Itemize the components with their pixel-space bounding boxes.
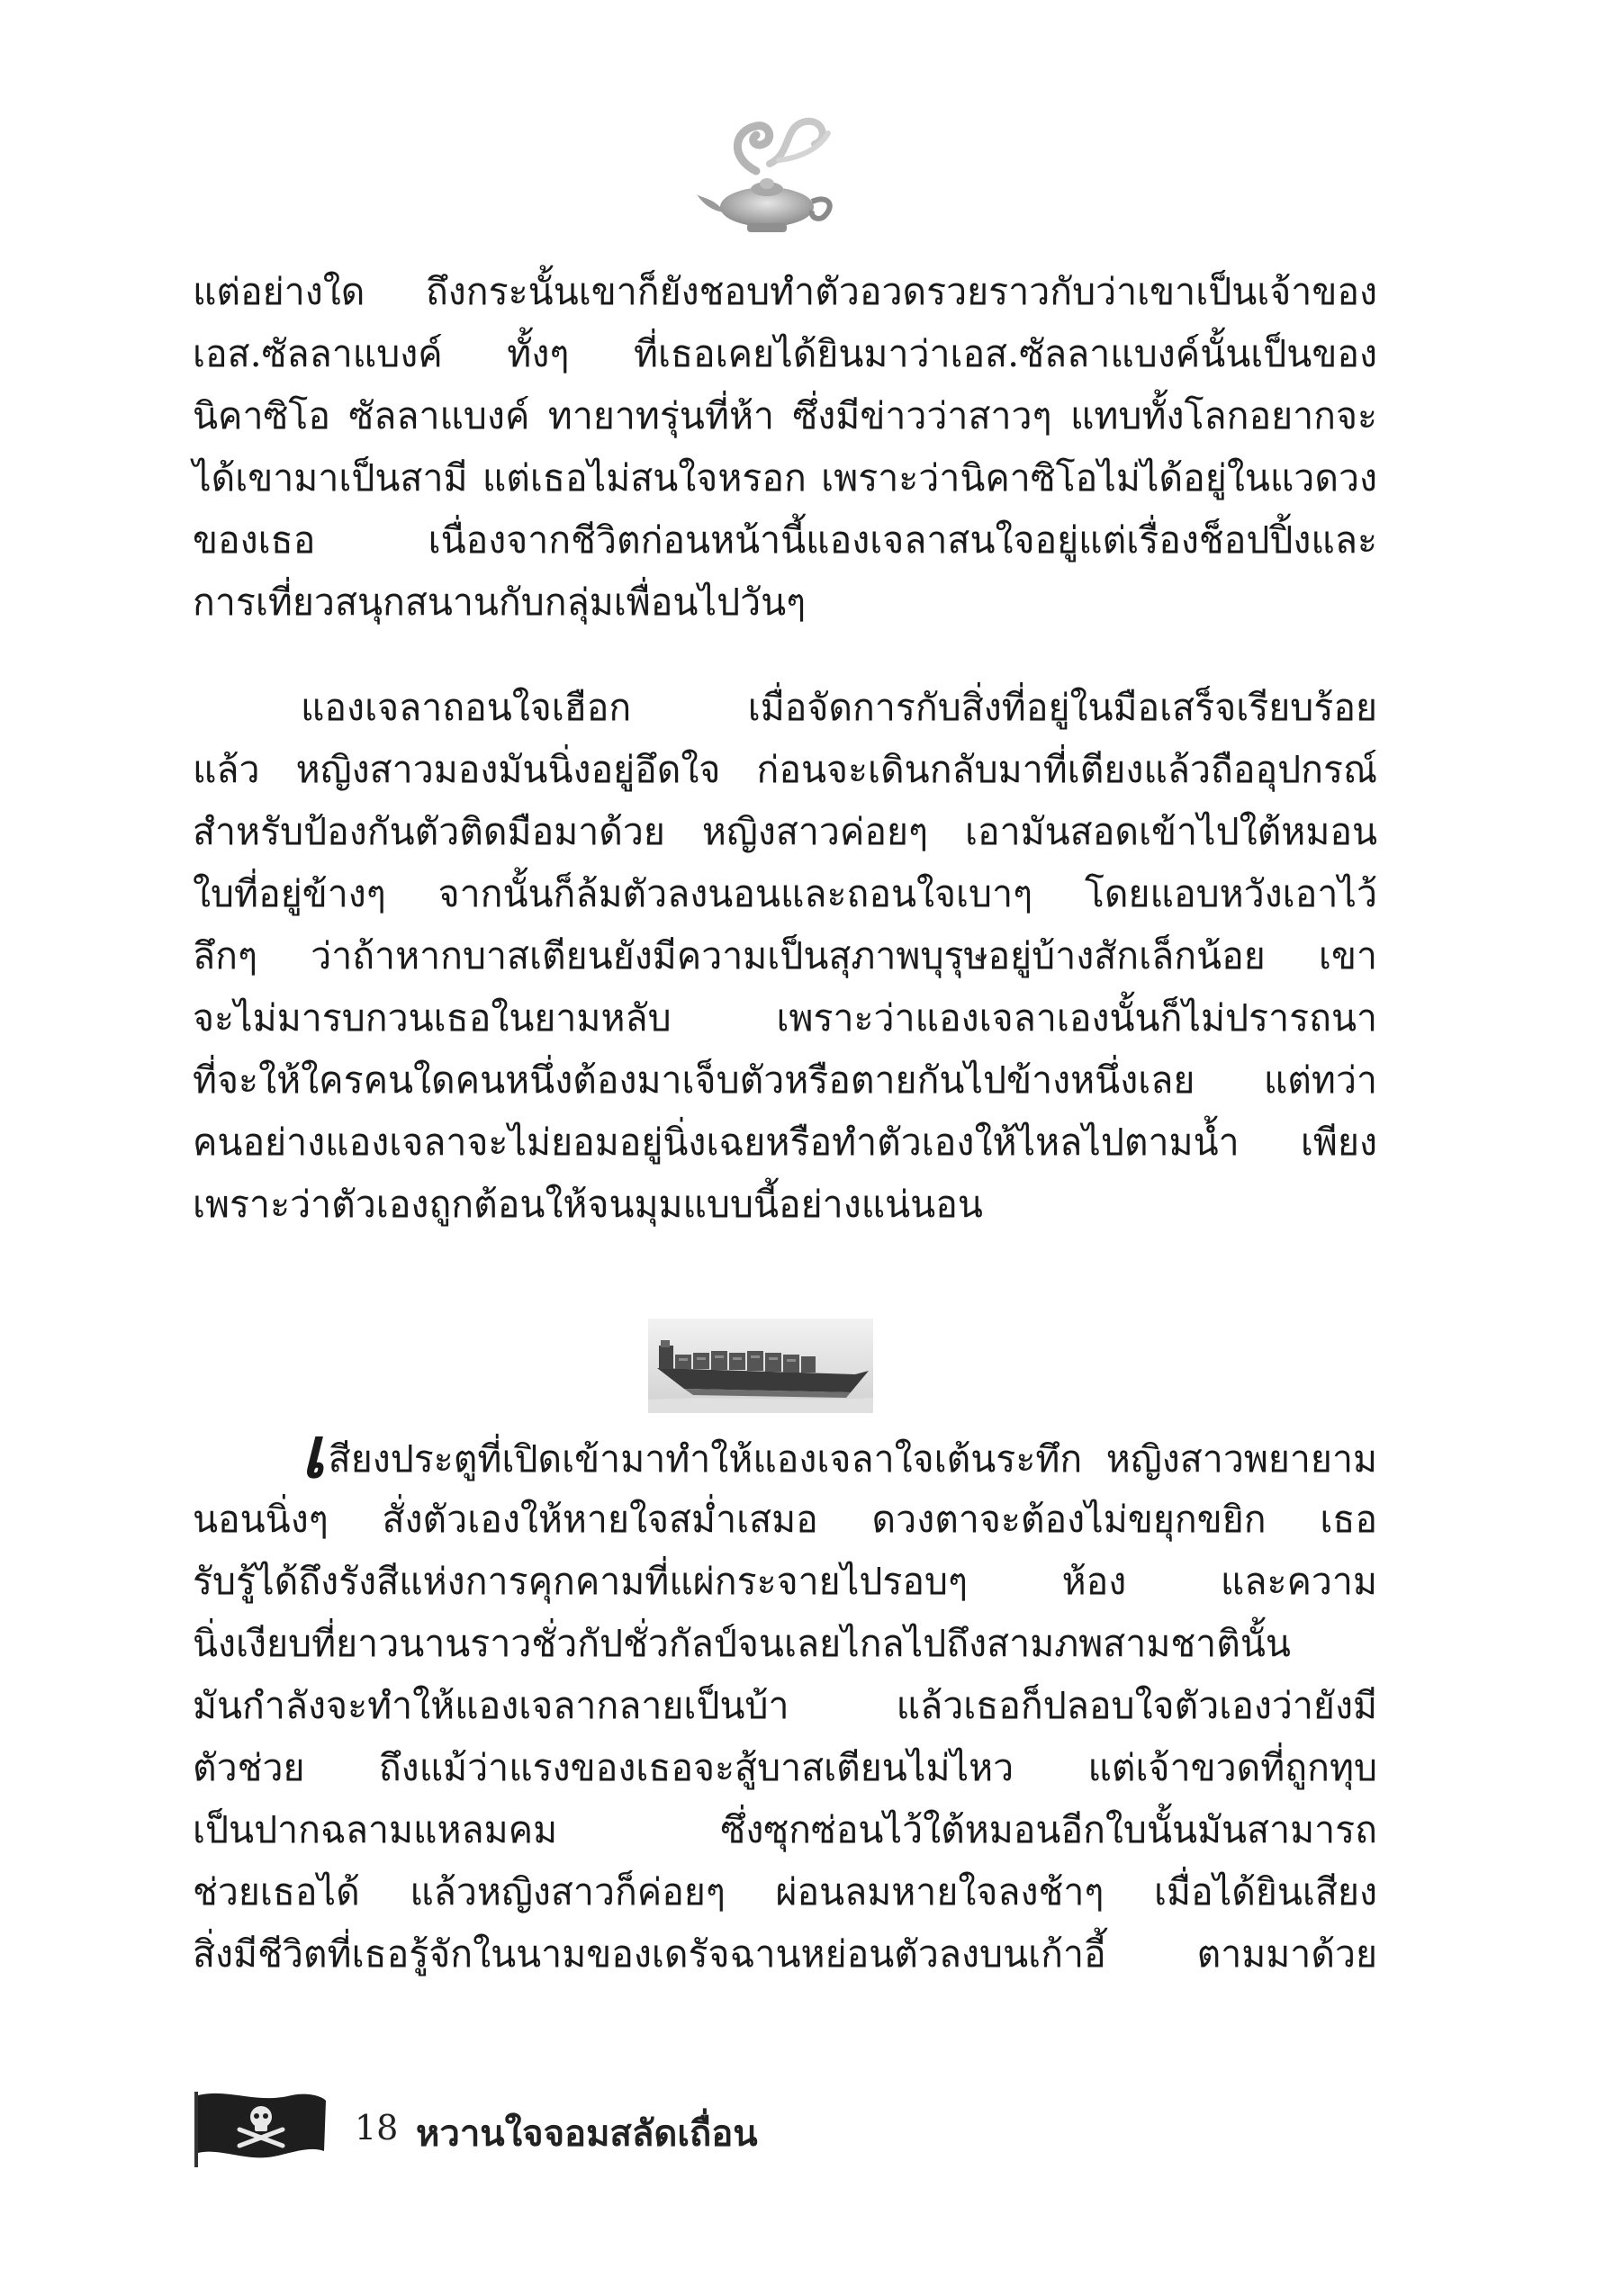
paragraph-3 [193, 1413, 1377, 1985]
container-ship-image [648, 1319, 873, 1413]
text-line: ช่วยเธอได้ แล้วหญิงสาวก็ค่อยๆ ผ่อนลมหายใจลงช้าๆ เมื่อได้ยินเสียง [193, 1870, 1377, 1913]
text-line: แล้ว หญิงสาวมองมันนิ่งอยู่อึดใจ ก่อนจะเดินกลับมาที่เตียงแล้วถืออุปกรณ์ [193, 748, 1377, 791]
text-line: จะไม่มารบกวนเธอในยามหลับ เพราะว่าแองเจลาเองนั้นก็ไม่ปรารถนา [193, 996, 1377, 1040]
text-line: มันกำลังจะทำให้แองเจลากลายเป็นบ้า แล้วเธอก็ปลอบใจตัวเองว่ายังมี [193, 1684, 1377, 1727]
text-line: คนอย่างแองเจลาจะไม่ยอมอยู่นิ่งเฉยหรือทำตัวเองให้ไหลไปตามน้ำ เพียง [193, 1121, 1377, 1164]
page-number: 18 [355, 2108, 399, 2147]
text-line: นิ่งเงียบที่ยาวนานราวชั่วกัปชั่วกัลป์จนเลยไกลไปถึงสามภพสามชาตินั้น [193, 1622, 1291, 1665]
text-line: เอส.ซัลลาแบงค์ ทั้งๆ ที่เธอเคยได้ยินมาว่าเอส.ซัลลาแบงค์นั้นเป็นของ [193, 332, 1377, 375]
text-line: แต่อย่างใด ถึงกระนั้นเขาก็ยังชอบทำตัวอวดรวยราวกับว่าเขาเป็นเจ้าของ [193, 270, 1377, 313]
text-line: ใบที่อยู่ข้างๆ จากนั้นก็ล้มตัวลงนอนและถอนใจเบาๆ โดยแอบหวังเอาไว้ [193, 872, 1377, 915]
text-line: รับรู้ได้ถึงรังสีแห่งการคุกคามที่แผ่กระจายไปรอบๆ ห้อง และความ [193, 1560, 1377, 1603]
text-line [193, 1413, 1377, 1494]
text-line: เพราะว่าตัวเองถูกต้อนให้จนมุมแบบนี้อย่างแน่นอน [193, 1183, 983, 1226]
pirate-flag-icon [193, 2088, 328, 2169]
text-line: สำหรับป้องกันตัวติดมือมาด้วย หญิงสาวค่อยๆ เอามันสอดเข้าไปใต้หมอน [193, 810, 1377, 853]
page-footer [193, 2088, 1003, 2169]
drop-cap: เ [301, 1413, 325, 1494]
text-line: ลึกๆ ว่าถ้าหากบาสเตียนยังมีความเป็นสุภาพบุรุษอยู่บ้างสักเล็กน้อย เขา [193, 934, 1377, 977]
genie-lamp-icon [693, 108, 846, 243]
text-line: การเที่ยวสนุกสนานกับกลุ่มเพื่อนไปวันๆ [193, 581, 807, 624]
text-line: เป็นปากฉลามแหลมคม ซึ่งซุกซ่อนไว้ใต้หมอนอีกใบนั้นมันสามารถ [193, 1808, 1377, 1851]
text-line: สิ่งมีชีวิตที่เธอรู้จักในนามของเดรัจฉานหย่อนตัวลงบนเก้าอี้ ตามมาด้วย [193, 1932, 1377, 1976]
text-line: ของเธอ เนื่องจากชีวิตก่อนหน้านี้แองเจลาสนใจอยู่แต่เรื่องช็อปปิ้งและ [193, 518, 1377, 562]
text-line: ที่จะให้ใครคนใดคนหนึ่งต้องมาเจ็บตัวหรือตายกันไปข้างหนึ่งเลย แต่ทว่า [193, 1058, 1377, 1102]
text-line: ตัวช่วย ถึงแม้ว่าแรงของเธอจะสู้บาสเตียนไม่ไหว แต่เจ้าขวดที่ถูกทุบ [193, 1746, 1377, 1789]
text-line: นิคาซิโอ ซัลลาแบงค์ ทายาทรุ่นที่ห้า ซึ่งมีข่าวว่าสาวๆ แทบทั้งโลกอยากจะ [193, 394, 1377, 437]
book-title: หวานใจจอมสลัดเถื่อน [416, 2113, 758, 2155]
text-line: นอนนิ่งๆ สั่งตัวเองให้หายใจสม่ำเสมอ ดวงตาจะต้องไม่ขยุกขยิก เธอ [193, 1498, 1377, 1541]
text-line: ได้เขามาเป็นสามี แต่เธอไม่สนใจหรอก เพราะว่านิคาซิโอไม่ได้อยู่ในแวดวง [193, 456, 1377, 500]
text-line-rest: สียงประตูที่เปิดเข้ามาทำให้แองเจลาใจเต้นระทึก หญิงสาวพยายาม [328, 1437, 1377, 1481]
text-line: แองเจลาถอนใจเฮือก เมื่อจัดการกับสิ่งที่อยู่ในมือเสร็จเรียบร้อย [301, 686, 1377, 729]
paragraph-1 [193, 261, 1377, 634]
paragraph-2 [193, 677, 1377, 1236]
